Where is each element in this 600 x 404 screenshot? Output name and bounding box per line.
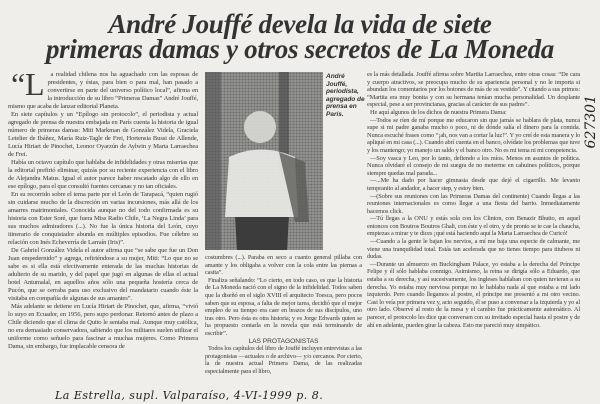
- paragraph: es la más detallada. Jouffé afirma sobre Martita Larraechea, entre otras cosas: “De cara y cuerpo atractivos, se preocupa mucho de su apariencia personal y no le importa si abundan los comentarios por los botones de más de su vestido”. Y citando a sus primos: “Martita era muy bonita y con su hermana tenían mucha personalidad. Un desplante especial, pese a ser provincianas, gracias al carácter de sus padres”.: [367, 71, 580, 109]
- photo-caption: André Jouffé, periodista, agregado de prensa en París.: [326, 73, 365, 118]
- article-column-2: [205, 254, 362, 376]
- paragraph: Todos los capítulos del libro de Jouffé incluyen entrevistas a las protagonistas —actuales o de archivo— y/o cercanos. Por cierto, la de nuestra actual Primera Dama, de las realizadas especialmente para el libro,: [205, 345, 362, 375]
- article-column-1: [8, 66, 198, 351]
- author-photo: [205, 72, 323, 250]
- article-column-3: [367, 71, 580, 329]
- paragraph: —Cuando a la gente le bajan los nervios, a mí me baja una especie de calmante, me viene una tranquilidad total. Estás tan acelerada que no tienes tiempo para titubeos ni dudas.: [367, 238, 580, 261]
- paragraph: —(Sobre sus reuniones con las Primeras Damas del continente) Cuando llegas a las reuniones internacionales es como llegar a una fiesta del barrio. Inmediatamente hacemos click.: [367, 192, 580, 215]
- paragraph: —Todos se ríen de mí porque me educaron sin que jamás se hablara de plata, nunca supe si mi padre ganaba mucho o poco, ni de dónde salía el dinero para la comida. Nunca escuché frases como “¡ah, nos van a cortar la luz!”. Y yo creí de esta manera y lo apliqué en mi casa (...). Cuando abrí cuenta en el banco, olvídate los problemas que tuve y los mantengo; yo manejo un saldo y el banco otro. No es mi tema ni mi competencia.: [367, 116, 580, 154]
- paragraph: a realidad chilena nos ha aguachado con las esposas de presidentes, y éstas, para bien o para mal, han pasado a convertirse en parte del universo político local”, afirma en la introducción de su libro “Primeras Damas” André Jouffé, mismo que acaba de lanzar editorial Planeta.: [8, 71, 198, 110]
- handwritten-archive-code: 627301: [583, 95, 599, 149]
- author-photo-figure: [205, 72, 323, 250]
- paragraph: —Durante un almuerzo en Buckingham Palace, yo estaba a la derecha del Príncipe Felipe y él sólo hablaba conmigo. Asimismo, la reina se dirigía sólo a Eduardo, que estaba a su derecha, y así sucesivamente, los ingleses hablaban con quien tuvieran a su derecha. Yo estaba muy nerviosa porque no le hablaba nada al que estaba a mi lado izquierdo. Pero cuando llegamos al postre, el príncipe me presentó a mi otro vecino. Casi lo veía por primera vez y, acto seguido, él se puso a conversar a la izquierda y yo al otro lado. Observé al resto de la mesa y el cambio fue prácticamente automático. Al parecer, el protocolo les dice que conversen con su invitado especial hasta el postre y de ahí en adelante, pueden girar la cabeza. Esto me pareció muy simpático.: [367, 260, 580, 329]
- section-subhead: LAS PROTAGONISTAS: [248, 337, 319, 345]
- headline-line-1: André Jouffé devela la vida de siete: [108, 9, 492, 39]
- paragraph: —...Me ha dado por hacer gimnasia desde que dejé el cigarrillo. Me levanto tempranito al andador, a hacer step, y estoy bien.: [367, 177, 580, 192]
- paragraph: He aquí algunos de los dichos de nuestra Primera Dama:: [370, 108, 507, 116]
- paragraph: En su recorrido sobre el tema parte por el León de Tarapacá, “quien rugió sin cuidarse mucho de la discreción en varias incursiones, más allá de los amarres matrimoniales. Conocida aunque no del todo confirmada es su historia con Ester Soré, que fuera Miss Radio Chile, ‘La Negra Linda’ para sus muchos admiradores (...). No fue la única historia del León, cuyo itinerario de conquistador abunda en múltiples episodios. Fue célebre su relación con Inés Echeverría de Larraín (Iris)”.: [8, 191, 198, 246]
- headline: [0, 9, 600, 64]
- paragraph: En siete capítulos y un “Epílogo sin protocolo”, el periodista y actual agregado de prensa de nuestra embajada en París cuenta la historia de igual número de primeras damas: Miti Markman de González Videla, Graciela Letelier de Ibáñez, María Ruiz-Tagle de Frei, Hortensia Bussi de Allende, Lucía Hiriart de Pinochet, Leonor Oyarzún de Aylwin y Marta Larraechea de Frei.: [8, 111, 198, 158]
- paragraph: —Soy vasca y Leo, por lo tanto, defiendo a los míos. Menos en asuntos de política. Nunca olvidaré el consejo de mi suegra de no meterme en cahuines políticos, porque siempre quedas mal parada...: [367, 154, 580, 177]
- paragraph: Había un octavo capítulo que hablaba de infidelidades y otras miserias que la editorial prefirió eliminar, quizás por su reciente experiencia con el libro de Alejandra Matus. Igual el autor parece haber rescatado algo de ello en ese epílogo, para el que consultó fuentes cercanas y no tan oficiales.: [8, 159, 198, 190]
- paragraph: Más adelante se detiene en Lucía Hiriart de Pinochet, que, afirma, “vivió lo suyo en Ecuador, en 1956, pero supo perdonar. Retornó antes de plazo a Chile diciendo que el clima de Quito le sentaba mal. Aunque muy católica, no era demasiado conservadora, sabiendo que los militares suelen utilizar el uniforme como señuelo para fascinar a muchas mujeres. Como Primera Dama, sin embargo, fue implacable censora de: [8, 303, 198, 350]
- paragraph: Finaliza señalando: “Lo cierto, en todo caso, es que la historia de La Moneda nació con el signo de la infidelidad. Todos saben que la diseñó en el siglo XVIII el arquitecto Toesca, pero pocos saben que su esposa, a falta de mejor tarea, decidió que el mejor empleo de su tiempo era caer en brazos de sus discípulos, uno tras otro. Pero ésta es otra historia; y es Jorge Edwards quien se ha propuesto contarla en la novela que está terminando de escribir”.: [205, 276, 362, 337]
- handwritten-source-note: La Estrella, supl. Valparaíso, 4-VI-1999 p. 8.: [55, 389, 324, 402]
- paragraph: De Gabriel González Videla el autor afirma que “se sabe que fue un Don Juan empedernido” y agrega, refiriéndose a su mujer, Miti: “Lo que no se sabe es si ella está efectivamente enterada de las muchas historias de adulterio de su marido, y del papel que jugó en algunas de ellas el actual hotel Antumalal, en aquellos años sólo una pequeña hostería cerca de Pucón, que se cerraba para uso exclusivo del mandatario cuando éste la visitaba en compañía de algunas de sus amantes”.: [8, 247, 198, 302]
- paragraph: —Tú llegas a la ONU y estás sola con los Clinton, con Benazir Bhutto, en aquel entonces con Boutros Boutros Ghali, con éste y el otro, y de pronto se te cae la chaucha, empiezas a mirar y te dices ¡qué está haciendo aquí la Marta Larraechea de Curicó!: [367, 215, 580, 238]
- drop-cap: “L: [11, 66, 45, 102]
- headline-line-2: primeras damas y otros secretos de La Moneda: [45, 34, 555, 64]
- paragraph: costumbres (...). Paraba en seco a cuanto general pillaba con amante y los obligaba a volver con la cola entre las piernas a casita”.: [205, 254, 362, 277]
